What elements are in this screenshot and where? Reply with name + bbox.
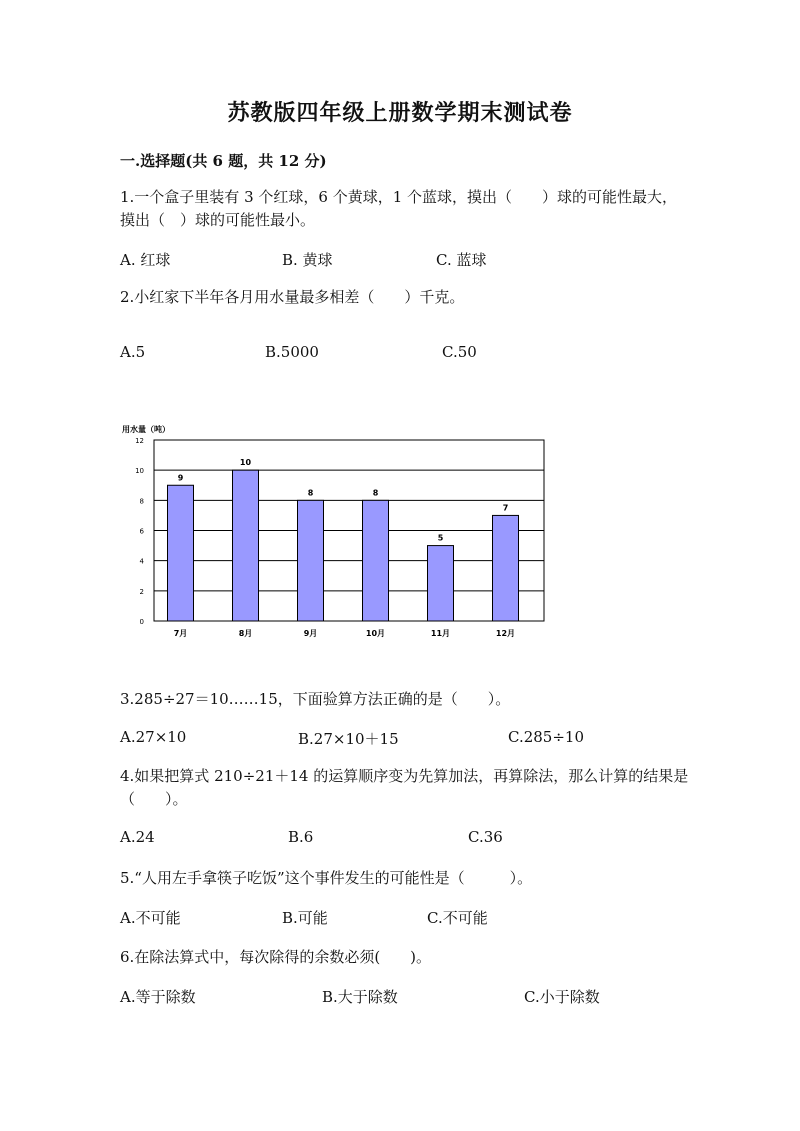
y-tick-label: 2 [139, 587, 144, 596]
x-tick-label: 7月 [173, 629, 188, 638]
x-tick-label: 8月 [238, 629, 253, 638]
y-tick-label: 10 [135, 467, 144, 476]
data-label: 9 [177, 473, 184, 483]
q6-option-b[interactable]: B.大于除数 [322, 988, 398, 1006]
y-tick-label: 6 [139, 527, 144, 536]
q2-option-a[interactable]: A.5 [120, 343, 146, 361]
section-heading: 一.选择题(共 6 题，共 12 分) [120, 152, 327, 170]
q4-option-c[interactable]: C.36 [468, 828, 503, 846]
q6-option-a[interactable]: A.等于除数 [120, 988, 196, 1006]
q5-option-b[interactable]: B.可能 [282, 909, 328, 927]
question-1: 1.一个盒子里装有 3 个红球，6 个黄球，1 个蓝球，摸出（ ）球的可能性最大，摸出（ ）球的可能性最小。 [120, 188, 678, 229]
q2-option-b[interactable]: B.5000 [265, 343, 319, 361]
data-label: 8 [307, 488, 314, 498]
y-tick-label: 8 [139, 497, 144, 506]
q1-option-a[interactable]: A. 红球 [120, 251, 171, 269]
data-label: 10 [239, 458, 252, 468]
bar-10月 [363, 500, 389, 621]
q3-option-a[interactable]: A.27×10 [120, 728, 187, 746]
question-2: 2.小红家下半年各月用水量最多相差（ ）千克。 [120, 288, 465, 306]
page-title: 苏教版四年级上册数学期末测试卷 [227, 100, 573, 126]
x-tick-label: 12月 [495, 629, 516, 638]
y-tick-label: 0 [139, 618, 144, 626]
y-tick-label: 12 [135, 437, 144, 445]
bar-11月 [428, 546, 454, 621]
data-label: 7 [502, 503, 509, 513]
q6-option-c[interactable]: C.小于除数 [524, 988, 600, 1006]
data-label: 8 [372, 488, 379, 498]
question-3: 3.285÷27＝10……15，下面验算方法正确的是（ ）。 [120, 690, 511, 708]
water-usage-chart [120, 420, 550, 652]
bar-7月 [168, 485, 194, 621]
q3-option-b[interactable]: B.27×10＋15 [298, 730, 399, 748]
question-6: 6.在除法算式中，每次除得的余数必须( )。 [120, 948, 432, 966]
y-tick-label: 4 [139, 557, 144, 566]
q3-option-c[interactable]: C.285÷10 [508, 728, 584, 746]
q1-option-b[interactable]: B. 黄球 [282, 251, 333, 269]
x-tick-label: 10月 [365, 629, 386, 638]
x-tick-label: 11月 [430, 629, 451, 638]
q5-option-a[interactable]: A.不可能 [120, 909, 181, 927]
x-tick-label: 9月 [303, 629, 318, 638]
q5-option-c[interactable]: C.不可能 [427, 909, 488, 927]
q4-option-a[interactable]: A.24 [120, 828, 155, 846]
q4-option-b[interactable]: B.6 [288, 828, 314, 846]
q1-option-c[interactable]: C. 蓝球 [436, 251, 487, 269]
q2-option-c[interactable]: C.50 [442, 343, 477, 361]
bar-12月 [493, 515, 519, 621]
bar-9月 [298, 500, 324, 621]
data-label: 5 [437, 533, 444, 543]
y-axis-label: 用水量（吨） [122, 425, 170, 434]
bar-chart-svg [120, 420, 550, 652]
bar-8月 [233, 470, 259, 621]
question-4: 4.如果把算式 210÷21＋14 的运算顺序变为先算加法，再算除法，那么计算的结果是（ ）。 [120, 767, 689, 808]
question-5: 5.“人用左手拿筷子吃饭”这个事件发生的可能性是（ ）。 [120, 869, 533, 887]
